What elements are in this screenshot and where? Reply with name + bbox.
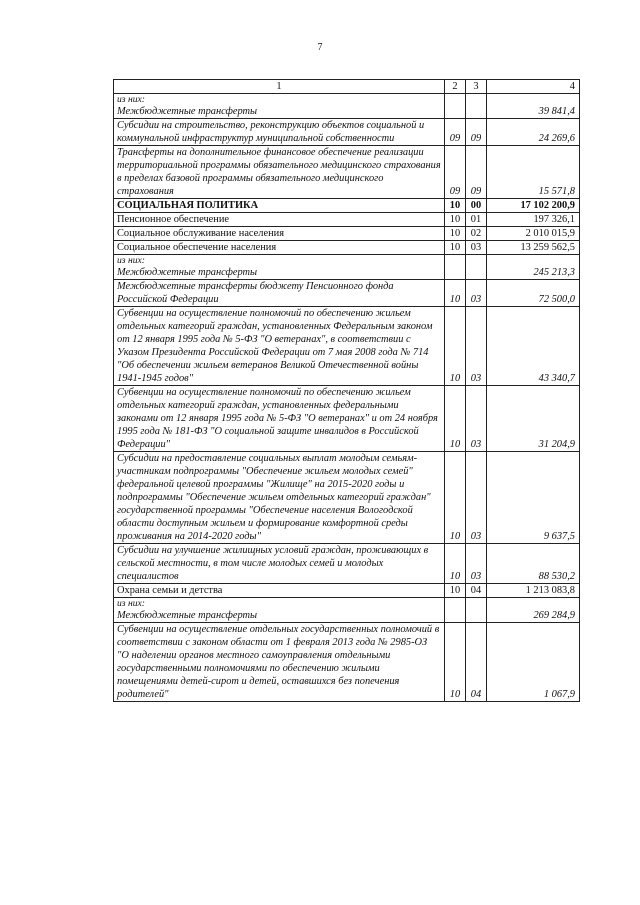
table-row (114, 255, 580, 280)
subsection-code: 00 (466, 199, 487, 213)
section-code: 10 (445, 623, 466, 702)
subsection-code: 02 (466, 227, 487, 241)
table-row (114, 227, 580, 241)
header-col-4: 4 (487, 80, 580, 94)
header-col-3: 3 (466, 80, 487, 94)
amount: 17 102 200,9 (487, 199, 580, 213)
section-code: 10 (445, 199, 466, 213)
section-code: 10 (445, 452, 466, 544)
table-row (114, 199, 580, 213)
amount: 1 213 083,8 (487, 584, 580, 598)
table-row (114, 452, 580, 544)
amount: 43 340,7 (487, 307, 580, 386)
table-row (114, 94, 580, 119)
section-code: 10 (445, 386, 466, 452)
subsection-code (466, 255, 487, 280)
row-name-cell (114, 146, 445, 199)
row-name: Межбюджетные трансферты (117, 610, 258, 621)
row-name: Трансферты на дополнительное финансовое обеспечение реализации территориальной программы обязательного медицинского страхования в пределах базовой программы обязательного медицинского страхования (117, 147, 441, 197)
section-code: 09 (445, 146, 466, 199)
section-code: 10 (445, 584, 466, 598)
page-number: 7 (317, 42, 323, 53)
amount: 2 010 015,9 (487, 227, 580, 241)
row-name: Социальное обслуживание населения (117, 228, 284, 239)
amount: 1 067,9 (487, 623, 580, 702)
row-name-cell (114, 255, 445, 280)
row-name-cell (114, 544, 445, 584)
subsection-code: 03 (466, 452, 487, 544)
header-col-1: 1 (114, 80, 445, 94)
subsection-code: 03 (466, 544, 487, 584)
subsection-code: 03 (466, 386, 487, 452)
amount: 9 637,5 (487, 452, 580, 544)
row-name: Субсидии на предоставление социальных выплат молодым семьям-участникам подпрограммы "Обеспечение жильем молодых семей" федеральной целевой программы "Жилище" на 2015-2020 годы и подпрограммы "Обеспечение жильем отдельных категорий граждан" государственной программы "Обеспечение населения Вологодской области доступным жильем и формирование комфортной среды проживания на 2014-2020 годы" (117, 453, 431, 542)
row-name-cell (114, 280, 445, 307)
row-name-cell (114, 386, 445, 452)
row-name-cell (114, 623, 445, 702)
section-code: 10 (445, 241, 466, 255)
row-name-cell (114, 227, 445, 241)
header-col-2: 2 (445, 80, 466, 94)
table-row (114, 598, 580, 623)
of-which-label: из них: (117, 598, 145, 609)
amount: 15 571,8 (487, 146, 580, 199)
row-name: Субвенции на осуществление отдельных государственных полномочий в соответствии с законом области от 1 февраля 2013 года № 2985-ОЗ "О наделении органов местного самоуправления отдельными государственными полномочиями по обеспечению жилыми помещениями детей-сирот и детей, оставшихся без попечения родителей" (117, 624, 440, 700)
section-code: 09 (445, 119, 466, 146)
subsection-code: 04 (466, 623, 487, 702)
amount: 88 530,2 (487, 544, 580, 584)
subsection-code (466, 598, 487, 623)
row-name-cell (114, 584, 445, 598)
row-name: Межбюджетные трансферты (117, 267, 258, 278)
row-name-cell (114, 213, 445, 227)
row-name: Пенсионное обеспечение (117, 214, 230, 225)
table-row (114, 119, 580, 146)
row-name-cell (114, 94, 445, 119)
of-which-label: из них: (117, 94, 145, 105)
amount: 72 500,0 (487, 280, 580, 307)
table-row (114, 386, 580, 452)
table-row (114, 584, 580, 598)
row-name: Субсидии на строительство, реконструкцию объектов социальной и коммунальной инфраструктур муниципальной собственности (117, 120, 425, 144)
row-name: Субвенции на осуществление полномочий по обеспечению жильем отдельных категорий граждан, установленных Федеральным законом от 12 января 1995 года № 5-ФЗ "О ветеранах", в соответствии с Указом Президента Российской Федерации от 7 мая 2008 года № 714 "Об обеспечении жильем ветеранов Великой Отечественной войны 1941-1945 годов" (117, 308, 433, 384)
table-row (114, 146, 580, 199)
row-name: Социальное обеспечение населения (117, 242, 277, 253)
row-name-cell (114, 598, 445, 623)
row-name-cell (114, 307, 445, 386)
section-code: 10 (445, 280, 466, 307)
row-name: Субвенции на осуществление полномочий по обеспечению жильем отдельных категорий граждан, установленных федеральными законами от 12 января 1995 года № 5-ФЗ "О ветеранах" и от 24 ноября 1995 года № 181-ФЗ "О социальной защите инвалидов в Российской Федерации" (117, 387, 438, 450)
row-name-cell (114, 452, 445, 544)
subsection-code: 09 (466, 146, 487, 199)
section-code: 10 (445, 213, 466, 227)
table-row (114, 307, 580, 386)
amount: 39 841,4 (487, 94, 580, 119)
table-row (114, 241, 580, 255)
amount: 269 284,9 (487, 598, 580, 623)
budget-table (113, 79, 580, 702)
row-name: Межбюджетные трансферты (117, 106, 258, 117)
row-name: Межбюджетные трансферты бюджету Пенсионного фонда Российской Федерации (117, 281, 394, 305)
section-code (445, 598, 466, 623)
table-row (114, 280, 580, 307)
subsection-code (466, 94, 487, 119)
row-name: Охрана семьи и детства (117, 585, 223, 596)
subsection-code: 03 (466, 307, 487, 386)
row-name: СОЦИАЛЬНАЯ ПОЛИТИКА (117, 200, 259, 211)
amount: 24 269,6 (487, 119, 580, 146)
subsection-code: 03 (466, 280, 487, 307)
section-code: 10 (445, 307, 466, 386)
section-code: 10 (445, 227, 466, 241)
amount: 13 259 562,5 (487, 241, 580, 255)
table-row (114, 544, 580, 584)
amount: 197 326,1 (487, 213, 580, 227)
table-row (114, 213, 580, 227)
section-code: 10 (445, 544, 466, 584)
of-which-label: из них: (117, 255, 145, 266)
row-name-cell (114, 119, 445, 146)
section-code (445, 94, 466, 119)
subsection-code: 03 (466, 241, 487, 255)
row-name-cell (114, 241, 445, 255)
amount: 245 213,3 (487, 255, 580, 280)
section-code (445, 255, 466, 280)
table-row (114, 623, 580, 702)
subsection-code: 01 (466, 213, 487, 227)
amount: 31 204,9 (487, 386, 580, 452)
subsection-code: 09 (466, 119, 487, 146)
row-name: Субсидии на улучшение жилищных условий граждан, проживающих в сельской местности, в том числе молодых семей и молодых специалистов (117, 545, 429, 582)
table-header-row (114, 80, 580, 94)
row-name-cell (114, 199, 445, 213)
subsection-code: 04 (466, 584, 487, 598)
